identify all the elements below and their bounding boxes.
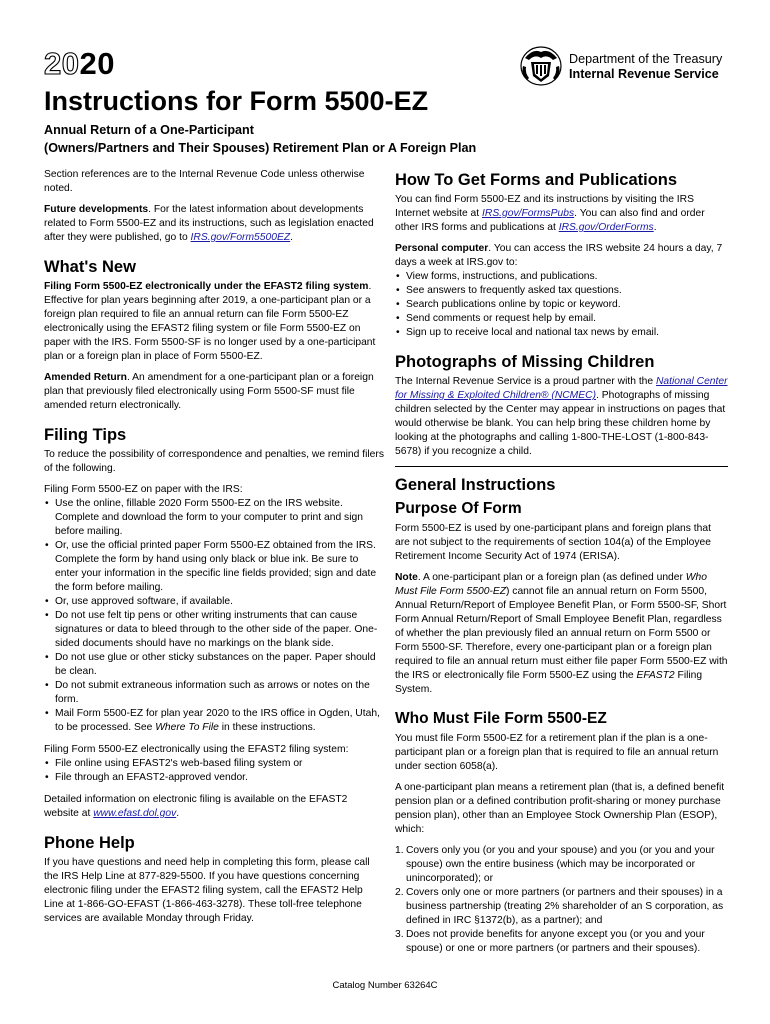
- future-developments-lead: Future developments: [44, 204, 149, 215]
- list-item: • See answers to frequently asked tax questions.: [406, 284, 728, 298]
- list-item: • Mail Form 5500-EZ for plan year 2020 to the IRS office in Ogden, Utah, to be processed. See Where To File in these instructions.: [55, 707, 384, 735]
- who-must-file-paragraph: You must file Form 5500-EZ for a retirement plan if the plan is a one-participant plan or a foreign plan that is required to file an annual return under section 6058(a).: [395, 733, 719, 772]
- formspubs-link[interactable]: IRS.gov/FormsPubs: [482, 208, 575, 219]
- list-item: • Do not submit extraneous information such as arrows or notes on the form.: [55, 679, 384, 707]
- definition-list: [395, 844, 728, 956]
- list-item: • Or, use approved software, if available.: [55, 595, 384, 609]
- personal-computer-paragraph: Personal computer. You can access the IRS website 24 hours a day, 7 days a week at IRS.gov to:: [395, 243, 723, 268]
- general-instructions-heading: General Instructions: [395, 476, 556, 494]
- forms-paragraph: You can find Form 5500-EZ and its instructions by visiting the IRS Internet website at IRS.gov/FormsPubs. You can also find and order other IRS forms and publications at IRS.gov/OrderForms.: [395, 194, 705, 233]
- pc-list: [395, 270, 728, 340]
- phone-help-heading: Phone Help: [44, 834, 135, 852]
- page-subtitle: [44, 122, 476, 157]
- forms-heading: How To Get Forms and Publications: [395, 171, 678, 189]
- list-item: • File online using EFAST2's web-based filing system or: [55, 757, 384, 771]
- list-item: • File through an EFAST2-approved vendor.: [55, 771, 384, 785]
- who-must-file-heading: Who Must File Form 5500-EZ: [395, 710, 607, 727]
- list-item: • Send comments or request help by email.: [406, 312, 728, 326]
- list-item: 2. Covers only one or more partners (or partners and their spouses) in a business partnership (treating 2% shareholder of an S corporation, as defined in IRC §1372(b), as a partner); and: [395, 887, 724, 926]
- left-column: [44, 168, 384, 926]
- form5500ez-link[interactable]: IRS.gov/Form5500EZ: [190, 232, 291, 243]
- tax-year-outline: 20: [44, 46, 80, 81]
- whats-new-heading: What's New: [44, 258, 136, 276]
- phone-help-text: If you have questions and need help in completing this form, please call the IRS Help Line at 877-829-5500. If you have questions concerning electronic filing under the EFAST2 filing system, call the EFAST2 Help Line at 1-866-GO-EFAST (1-866-463-3278). These toll-free telephone services are available Monday through Friday.: [44, 857, 370, 924]
- list-item: • Search publications online by topic or keyword.: [406, 298, 728, 312]
- amended-return-paragraph: Amended Return. An amendment for a one-participant plan or a foreign plan that previously filed electronically using Form 5500-SF must file amended return electronically.: [44, 372, 374, 411]
- orderforms-link[interactable]: IRS.gov/OrderForms: [558, 222, 654, 233]
- tax-year-solid: 20: [79, 46, 115, 81]
- missing-children-heading: Photographs of Missing Children: [395, 353, 655, 371]
- purpose-heading: Purpose Of Form: [395, 500, 522, 517]
- intro-text: Section references are to the Internal Revenue Code unless otherwise noted.: [44, 169, 365, 194]
- tax-year: [44, 46, 115, 82]
- subtitle-line-1: Annual Return of a One-Participant: [44, 123, 254, 137]
- agency-line-1: Department of the Treasury: [569, 52, 723, 66]
- efast-intro: Filing Form 5500-EZ electronically using the EFAST2 filing system:: [44, 744, 349, 755]
- catalog-number: Catalog Number 63264C: [332, 980, 438, 991]
- list-item: • Sign up to receive local and national tax news by email.: [406, 326, 728, 340]
- agency-name: [569, 52, 722, 82]
- section-divider: [395, 466, 728, 467]
- missing-children-paragraph: The Internal Revenue Service is a proud partner with the National Center for Missing & Exploited Children® (NCMEC). Photographs of missing children selected by the Center may appear in instructions on pages that would otherwise be blank. You can help bring these children home by looking at the photographs and calling 1-800-THE-LOST (1-800-843-5678) if you recognize a child.: [395, 376, 728, 457]
- subtitle-line-2: (Owners/Partners and Their Spouses) Retirement Plan or A Foreign Plan: [44, 140, 477, 155]
- list-item: • Or, use the official printed paper Form 5500-EZ obtained from the IRS. Complete the form by hand using only black or blue ink. Be sure to enter your information in the specific line fields provided; sign and date the form before mailing.: [55, 539, 384, 595]
- tips-intro: To reduce the possibility of correspondence and penalties, we remind filers of the following.: [44, 449, 384, 474]
- paper-filing-list: [44, 497, 384, 735]
- list-item: • Do not use glue or other sticky substances on the paper. Paper should be clean.: [55, 651, 384, 679]
- definition-paragraph: A one-participant plan means a retirement plan (that is, a defined benefit pension plan or a defined contribution profit-sharing or money purchase pension plan), other than an Employee Stock Ownership Plan (ESOP), which:: [395, 782, 725, 835]
- list-item: 1. Covers only you (or you and your spouse) and you (or you and your spouse) own the entire business (which may be incorporated or unincorporated); or: [395, 845, 715, 884]
- efast-website-link[interactable]: www.efast.dol.gov: [93, 808, 177, 819]
- list-item: 3. Does not provide benefits for anyone except you (or you and your spouse) or one or more partners (or partners and their spouses).: [395, 929, 705, 954]
- right-column: [395, 170, 728, 956]
- page-title: Instructions for Form 5500-EZ: [44, 86, 429, 116]
- list-item: • Use the online, fillable 2020 Form 5500-EZ on the IRS website. Complete and download the form to your computer to print and sign before mailing.: [55, 497, 384, 539]
- detailed-info: Detailed information on electronic filing is available on the EFAST2 website at www.efast.dol.gov.: [44, 794, 348, 819]
- purpose-paragraph: Form 5500-EZ is used by one-participant plans and foreign plans that are not subject to the requirements of section 104(a) of the Employee Retirement Income Security Act of 1974 (ERISA).: [395, 523, 711, 562]
- paper-intro: Filing Form 5500-EZ on paper with the IRS:: [44, 484, 243, 495]
- filing-tips-heading: Filing Tips: [44, 426, 127, 444]
- agency-line-2: Internal Revenue Service: [569, 67, 719, 81]
- efast-filing-list: [44, 757, 384, 785]
- future-developments: Future developments. For the latest information about developments related to Form 5500-EZ and its instructions, such as legislation enacted after they were published, go to IRS.gov/Form5500EZ.: [44, 204, 374, 243]
- note-paragraph: Note. A one-participant plan or a foreign plan (as defined under Who Must File Form 5500-EZ) cannot file an annual return on Form 5500, Annual Return/Report of Employee Benefit Plan, or Form 5500-SF, Short Form Annual Return/Report of Small Employee Benefit Plan, regardless of whether the plan previously filed an annual return on Form 5500 or Form 5500-SF. Therefore, every one-participant plan or a foreign plan required to file an annual return must either file paper Form 5500-EZ with the IRS or electronically file Form 5500-EZ using the EFAST2 Filing System.: [395, 572, 728, 695]
- efile-paragraph: Filing Form 5500-EZ electronically under the EFAST2 filing system. Effective for plan years beginning after 2019, a one-participant plan or a foreign plan required to file an annual return can file Form 5500-EZ electronically using the EFAST2 filing system or file Form 5500-EZ on paper with the IRS. Form 5500-SF is no longer used by a one-participant plan or a foreign plan in place of Form 5500-EZ.: [44, 281, 376, 362]
- list-item: • View forms, instructions, and publications.: [406, 270, 728, 284]
- ncmec-link[interactable]: National Center for Missing & Exploited Children® (NCMEC): [395, 376, 728, 401]
- list-item: • Do not use felt tip pens or other writing instruments that can cause signatures or data to bleed through to the other side of the paper. One-sided documents should have no markings on the blank side.: [55, 609, 384, 651]
